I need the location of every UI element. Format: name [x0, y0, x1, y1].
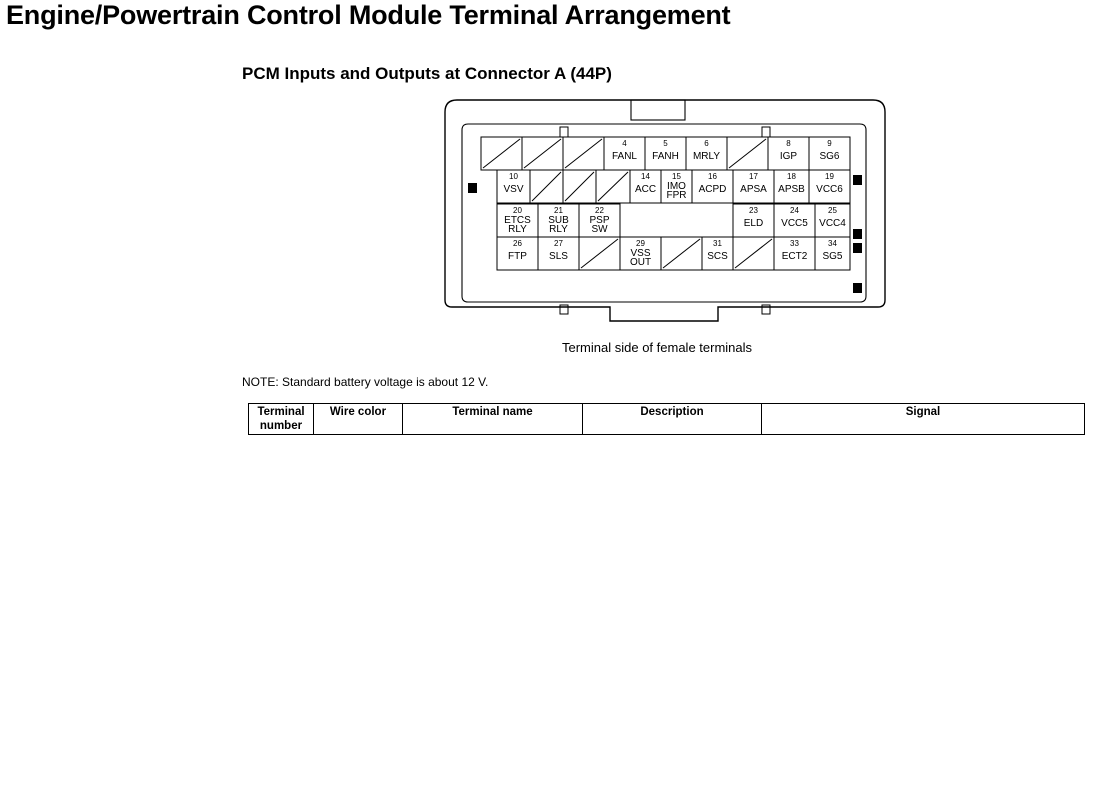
terminal-23	[733, 204, 774, 237]
terminal-8	[768, 137, 809, 170]
table-header-row	[249, 404, 1085, 435]
terminal-blank	[579, 237, 620, 270]
terminal-blank	[563, 170, 596, 203]
terminal-label: ELD	[743, 218, 764, 229]
terminal-16	[692, 170, 733, 203]
header-signal: Signal	[762, 404, 1085, 435]
terminal-label: FANL	[611, 151, 638, 162]
terminal-33	[774, 237, 815, 270]
terminal-label: RLY	[549, 224, 568, 235]
connector-latch-left	[560, 127, 568, 137]
terminal-label: VCC5	[781, 218, 808, 229]
terminal-blank	[481, 137, 522, 170]
locator-right-2	[853, 229, 862, 239]
terminal-number: 25	[828, 206, 837, 215]
terminal-blank	[733, 237, 774, 270]
terminal-15	[661, 170, 692, 203]
diagram-caption: Terminal side of female terminals	[562, 340, 753, 355]
terminal-9	[809, 137, 850, 170]
terminal-label: ECT2	[781, 251, 808, 262]
terminal-label: SCS	[707, 251, 728, 262]
terminal-10	[497, 170, 530, 203]
terminal-number: 4	[622, 139, 627, 148]
terminal-label: MRLY	[692, 151, 721, 162]
terminal-4	[604, 137, 645, 170]
terminal-number: 20	[513, 206, 522, 215]
terminal-21	[538, 204, 579, 237]
terminal-number: 9	[827, 139, 832, 148]
terminal-19	[809, 170, 850, 203]
terminal-number: 6	[704, 139, 709, 148]
terminal-label: APSB	[778, 184, 805, 195]
terminal-label: SLS	[549, 251, 568, 262]
locator-right-4	[853, 283, 862, 293]
terminal-14	[630, 170, 661, 203]
terminal-number: 21	[554, 206, 563, 215]
terminal-number: 23	[749, 206, 758, 215]
header-description: Description	[583, 404, 762, 435]
terminal-label: IGP	[779, 151, 798, 162]
section-title: PCM Inputs and Outputs at Connector A (44P)	[242, 64, 612, 83]
header-terminal-name: Terminal name	[403, 404, 583, 435]
terminal-number: 27	[554, 239, 563, 248]
page-title: Engine/Powertrain Control Module Terminal Arrangement	[6, 0, 731, 30]
terminal-number: 14	[641, 172, 650, 181]
terminal-label: FPR	[666, 190, 687, 201]
terminal-17	[733, 170, 774, 203]
terminal-label: ACC	[634, 184, 657, 195]
terminal-25	[815, 204, 850, 237]
locator-right-3	[853, 243, 862, 253]
terminal-blank	[563, 137, 604, 170]
terminal-label: OUT	[629, 257, 652, 268]
terminal-31	[702, 237, 733, 270]
terminal-number: 33	[790, 239, 799, 248]
terminal-label: FTP	[508, 251, 527, 262]
terminal-label: SUB	[548, 215, 569, 226]
terminal-label: IMO	[667, 181, 686, 192]
terminal-blank	[596, 170, 630, 203]
terminal-label: SW	[591, 224, 608, 235]
header-wire-color: Wire color	[314, 404, 403, 435]
terminal-blank	[727, 137, 768, 170]
terminal-label: RLY	[508, 224, 527, 235]
terminal-blank	[530, 170, 563, 203]
terminal-label: SG6	[819, 151, 840, 162]
terminal-number: 5	[663, 139, 668, 148]
connector-outer-housing	[445, 100, 885, 321]
terminal-number: 24	[790, 206, 799, 215]
terminal-number: 19	[825, 172, 834, 181]
connector-top-tab	[631, 100, 685, 120]
terminal-18	[774, 170, 809, 203]
terminal-number: 34	[828, 239, 837, 248]
terminal-number: 16	[708, 172, 717, 181]
terminal-number: 22	[595, 206, 604, 215]
terminal-20	[497, 204, 538, 237]
terminal-table	[248, 403, 1085, 435]
terminal-label: APSA	[740, 184, 767, 195]
terminal-number: 8	[786, 139, 791, 148]
terminal-27	[538, 237, 579, 270]
terminal-label: FANH	[652, 151, 679, 162]
terminal-number: 15	[672, 172, 681, 181]
note: NOTE: Standard battery voltage is about 12 V.	[242, 375, 489, 389]
terminal-label: SG5	[822, 251, 843, 262]
terminal-label: VSS	[630, 248, 651, 259]
terminal-grid	[481, 137, 850, 270]
locator-left	[468, 183, 477, 193]
terminal-number: 10	[509, 172, 518, 181]
terminal-5	[645, 137, 686, 170]
locator-right-1	[853, 175, 862, 185]
header-terminal-number: Terminal number	[249, 404, 314, 435]
connector-diagram	[0, 0, 1120, 340]
terminal-label: ACPD	[698, 184, 727, 195]
terminal-label: VCC6	[816, 184, 843, 195]
terminal-22	[579, 204, 620, 237]
terminal-24	[774, 204, 815, 237]
terminal-6	[686, 137, 727, 170]
terminal-number: 26	[513, 239, 522, 248]
terminal-blank	[522, 137, 563, 170]
terminal-blank	[661, 237, 702, 270]
terminal-label: VSV	[503, 184, 524, 195]
terminal-label: VCC4	[819, 218, 846, 229]
terminal-34	[815, 237, 850, 270]
terminal-label: ETCS	[504, 215, 531, 226]
terminal-number: 31	[713, 239, 722, 248]
terminal-29	[620, 237, 661, 270]
terminal-26	[497, 237, 538, 270]
terminal-label: PSP	[589, 215, 610, 226]
connector-latch-right	[762, 127, 770, 137]
terminal-number: 17	[749, 172, 758, 181]
terminal-number: 18	[787, 172, 796, 181]
terminal-number: 29	[636, 239, 645, 248]
